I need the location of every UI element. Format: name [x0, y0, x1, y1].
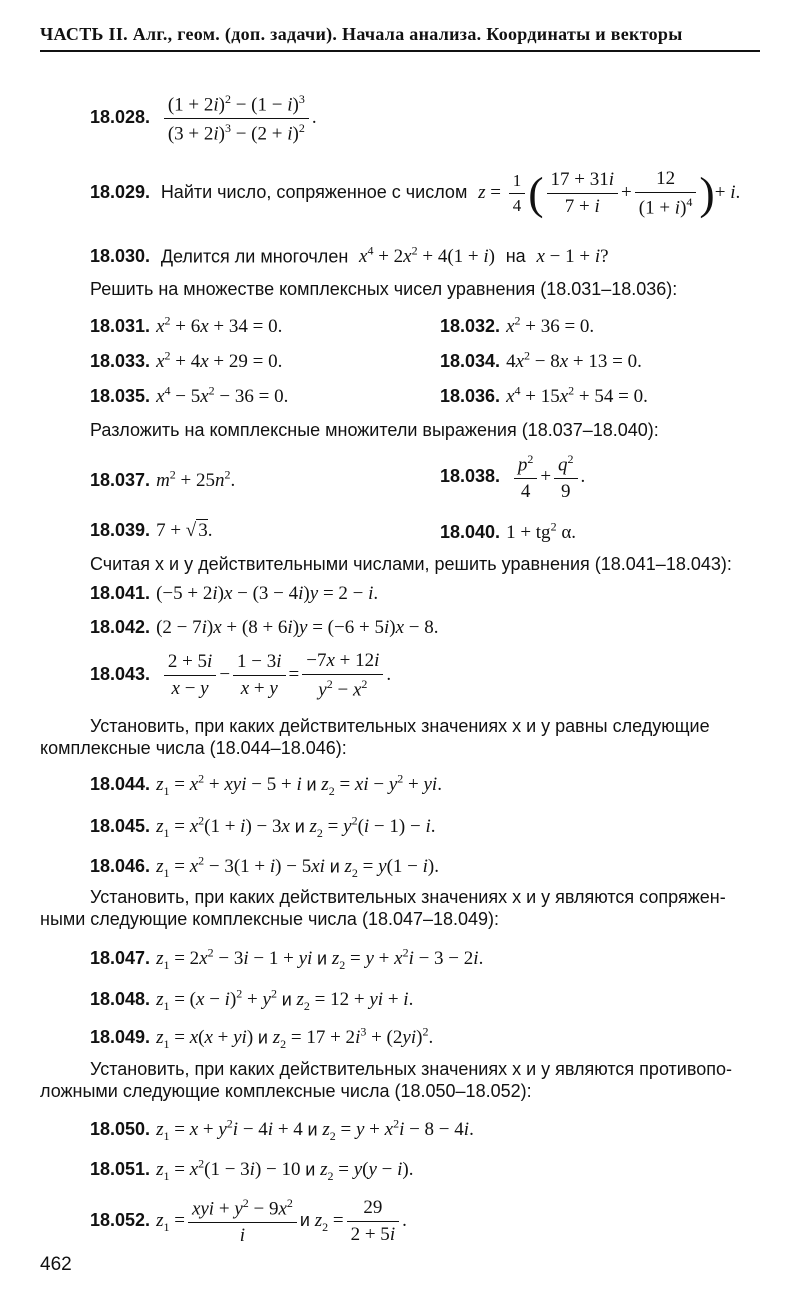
problem-18-035: 18.035. $x^4 - 5x^2 - 36 = 0$. [90, 384, 289, 408]
problem-18-044: 18.044. $z_1 = x^2$ + xyi − 5 + i и $z_2$ = xi − $y^2$ + yi. [90, 772, 442, 799]
problem-18-037: 18.037. $m^2 + 25n^2$. [90, 468, 236, 492]
header-rule [40, 50, 760, 52]
problem-18-052: 18.052. $z_1$ = $\frac{xyi + y^2 - 9x^2}{i}$ и $z_2$ = $\frac{29}{2 + 5i}$ . [90, 1196, 407, 1247]
running-header: ЧАСТЬ II. Алг., геом. (доп. задачи). Начала анализа. Координаты и векторы [40, 24, 683, 44]
page-number: 462 [40, 1254, 72, 1275]
problem-18-032: 18.032. $x^2 + 36 = 0$. [440, 314, 595, 338]
problem-18-029: 18.029. Найти число, сопряженное с числом z = $\frac{1}{4}$ ( $\frac{17 + 31i}{7 + i}$ + $\frac{12}{(1 + i)^4}$ )+ i. [90, 167, 741, 219]
section-intro: Решить на множестве комплексных чисел уравнения (18.031–18.036): [90, 279, 678, 299]
problem-18-045: 18.045. $z_1 = x^2(1 + i) - 3x$ и $z_2 = y^2(i - 1) - i$. [90, 814, 436, 841]
problem-text: Найти число, сопряженное с числом [160, 182, 468, 203]
problem-18-049: 18.049. $z_1 = x(x + yi)$ и $z_2 = 17 + 2i^3 + (2yi)^2$. [90, 1025, 434, 1052]
problem-number: 18.030. [90, 246, 151, 267]
problem-18-046: 18.046. $z_1 = x^2 - 3(1 + i) - 5xi$ и $z_2 = y(1 - i)$. [90, 854, 439, 881]
section-intro: Установить, при каких действительных значениях x и y равны следующие [90, 716, 710, 736]
problem-18-041: 18.041. (−5 + 2i)x − (3 − 4i)y = 2 − i. [90, 583, 379, 604]
section-intro: Установить, при каких действительных значениях x и y являются сопряжен- [90, 887, 726, 907]
section-intro: Установить, при каких действительных значениях x и y являются противопо- [90, 1059, 732, 1079]
problem-18-051: 18.051. $z_1 = x^2(1 - 3i) - 10$ и $z_2 = y(y - i)$. [90, 1157, 414, 1184]
problem-18-040: 18.040. $1 + tg^2$ α. [440, 520, 577, 544]
problem-18-050: 18.050. $z_1 = x + y^2i - 4i + 4$ и $z_2 = y + x^2i - 8 - 4i$. [90, 1117, 474, 1144]
problem-18-042: 18.042. (2 − 7i)x + (8 + 6i)y = (−6 + 5i)x − 8. [90, 617, 439, 638]
section-intro: ложными следующие комплексные числа (18.050–18.052): [40, 1081, 532, 1101]
problem-18-047: 18.047. $z_1 = 2x^2 - 3i - 1$ + yi и $z_2 = y + x^2i - 3 - 2i$. [90, 946, 484, 973]
problem-18-038: 18.038. $\frac{p^2}{4}$ + $\frac{q^2}{9}$ . [440, 452, 586, 503]
problem-18-048: 18.048. $z_1 = (x - i)^2 + y^2$ и $z_2 = 12$ + yi + i. [90, 987, 414, 1014]
problem-18-039: 18.039. 7 + √ 3. [90, 520, 213, 541]
problem-18-033: 18.033. $x^2 + 4x + 29 = 0$. [90, 349, 283, 373]
problem-text: Делится ли многочлен [160, 246, 349, 267]
fraction: $\frac{(1 + 2i)^2 - (1 - i)^3}{(3 + 2i)^3 - (2 + i)^2}$ [164, 92, 309, 146]
section-intro: Считая x и y действительными числами, решить уравнения (18.041–18.043): [90, 554, 732, 574]
problem-18-030: 18.030. Делится ли многочлен $x^4 + 2x^2 + 4(1 + i)$ на x − 1 + i? [90, 244, 609, 268]
problem-18-043: 18.043. $\frac{2 + 5i}{x - y}$ − $\frac{1 - 3i}{x + y}$ = $\frac{-7x + 12i}{y^2 - x^2}$ . [90, 650, 392, 701]
section-intro: ными следующие комплексные числа (18.047–18.049): [40, 909, 500, 929]
problem-18-034: 18.034. $4x^2 - 8x + 13 = 0$. [440, 349, 642, 373]
problem-18-031: 18.031. $x^2 + 6x + 34 = 0$. [90, 314, 283, 338]
problem-number: 18.029. [90, 182, 151, 203]
problem-18-036: 18.036. $x^4 + 15x^2 + 54 = 0$. [440, 384, 648, 408]
section-intro: комплексные числа (18.044–18.046): [40, 738, 347, 758]
section-intro: Разложить на комплексные множители выражения (18.037–18.040): [90, 420, 659, 440]
problem-number: 18.028. [90, 107, 151, 128]
problem-18-028: 18.028. $\frac{(1 + 2i)^2 - (1 - i)^3}{(3 + 2i)^3 - (2 + i)^2}$ . [90, 92, 317, 145]
